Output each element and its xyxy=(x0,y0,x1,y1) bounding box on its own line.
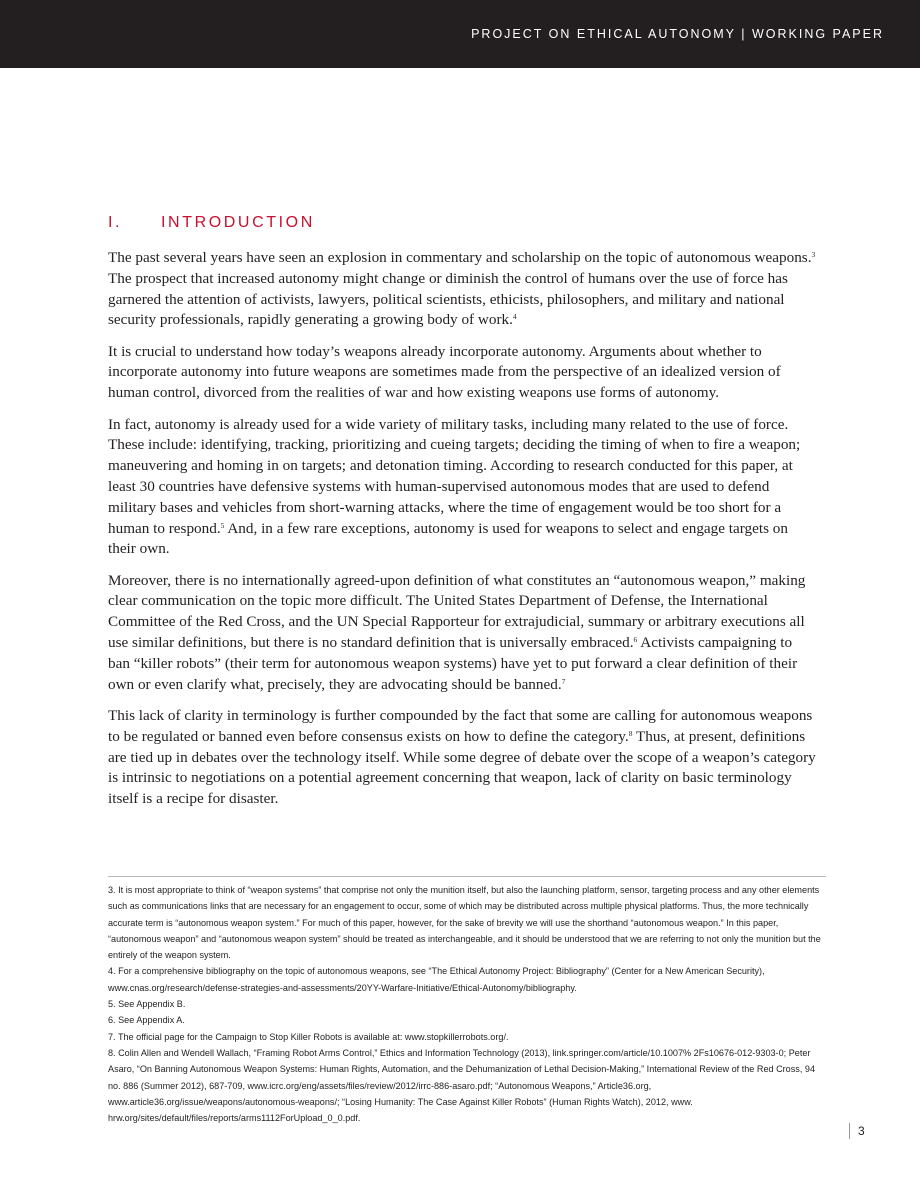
body-text xyxy=(108,248,816,820)
paragraph xyxy=(108,248,816,331)
paragraph xyxy=(108,342,816,404)
paragraph-text: This lack of clarity in terminology is further compounded by the fact that some are calling for autonomous weapons to be regulated or banned even before consensus exists on how to define the category. xyxy=(108,706,813,745)
paragraph-text: It is crucial to understand how today’s weapons already incorporate autonomy. Arguments about whether to incorporate autonomy into future weapons are sometimes made from the perspective of an idealized version of human control, divorced from the realities of war and how existing weapons use forms of autonomy. xyxy=(108,342,781,402)
footnote-ref: 4 xyxy=(512,312,517,322)
page-number: 3 xyxy=(858,1123,865,1138)
footnote-ref: 3 xyxy=(811,250,816,259)
footnote: 7. The official page for the Campaign to Stop Killer Robots is available at: www.stopkillerrobots.org/. xyxy=(108,1031,509,1042)
running-header-bar xyxy=(0,0,920,68)
page-number-divider xyxy=(849,1123,850,1139)
section-title: INTRODUCTION xyxy=(161,214,315,231)
page-number-block xyxy=(849,1122,865,1139)
paragraph-text: The past several years have seen an explosion in commentary and scholarship on the topic of autonomous weapons. xyxy=(108,249,812,266)
paragraph-text: Activists campaigning to ban “killer robots” (their term for autonomous weapon systems) have yet to put forward a clear definition of their own or even clarify what, precisely, they are advocating should be banned. xyxy=(108,634,798,693)
paragraph-text: The prospect that increased autonomy might change or diminish the control of humans over the use of force has garnered the attention of activists, lawyers, political scientists, ethicists, philosophers, and military and national security professionals, rapidly generating a growing body of work. xyxy=(108,269,788,329)
footnotes xyxy=(108,882,824,1126)
paragraph-text: And, in a few rare exceptions, autonomy is used for weapons to select and engage targets on their own. xyxy=(108,519,788,558)
section-number: I. xyxy=(108,214,123,231)
footnote: 4. For a comprehensive bibliography on the topic of autonomous weapons, see “The Ethical Autonomy Project: Bibliography” (Center for a New American Security), www.cnas.org/research/defense-strategies-and-assessments/20YY-Warfare-Initiative/Ethical-Autonomy/bibliography. xyxy=(108,966,765,993)
paragraph-text: Moreover, there is no internationally agreed-upon definition of what constitutes an “autonomous weapon,” making clear communication on the topic more difficult. The United States Department of Defense, the International Committee of the Red Cross, and the UN Special Rapporteur for extrajudicial, summary or arbitrary executions all use similar definitions, but there is no standard definition that is universally embraced. xyxy=(108,571,806,652)
footnote-ref: 6 xyxy=(633,635,638,645)
footnote: 6. See Appendix A. xyxy=(108,1015,185,1026)
footnote-divider xyxy=(108,876,826,877)
paragraph xyxy=(108,706,816,810)
footnote: 8. Colin Allen and Wendell Wallach, “Framing Robot Arms Control,” Ethics and Information Technology (2013), link.springer.com/article/10.1007% 2Fs10676-012-9303-0; Peter Asaro, “On Banning Autonomous Weapon Systems: Human Rights, Automation, and the Dehumanization of Lethal Decision-Making,” International Review of the Red Cross, 94 no. 886 (Summer 2012), 687-709, www.icrc.org/eng/assets/files/review/2012/irrc-886-asaro.pdf; “Autonomous Weapons,” Article36.org, www.article36.org/issue/weapons/autonomous-weapons/; “Losing Humanity: The Case Against Killer Robots” (Human Rights Watch), 2012, www. hrw.org/sites/default/files/reports/arms1112ForUpload_0_0.pdf. xyxy=(108,1047,815,1124)
paragraph-text: In fact, autonomy is already used for a wide variety of military tasks, including many related to the use of force. These include: identifying, tracking, prioritizing and cueing targets; deciding the timing of when to fire a weapon; maneuvering and homing in on targets; and detonation timing. According to research conducted for this paper, at least 30 countries have defensive systems with human-supervised autonomous modes that are used to defend military bases and vehicles from short-warning attacks, where the time of engagement would be too short for a human to respond. xyxy=(108,415,801,537)
footnote: 3. It is most appropriate to think of “weapon systems” that comprise not only the munition itself, but also the launching platform, sensor, targeting process and any other elements such as communications links that are necessary for an engagement to occur, some of which may be distributed across multiple physical platforms. Thus, the more technically accurate term is “autonomous weapon system.” For much of this paper, however, for the sake of brevity we will use the shorthand “autonomous weapon.” In this paper, “autonomous weapon” and “autonomous weapon system” should be treated as interchangeable, and it should be understood that we are referring to not only the munition but the entirely of the weapon system. xyxy=(108,885,821,961)
footnote: 5. See Appendix B. xyxy=(108,999,186,1010)
footnote-ref: 5 xyxy=(220,520,225,530)
paragraph-text: Thus, at present, definitions are tied up in debates over the technology itself. While some degree of debate over the scope of a weapon’s category is intrinsic to negotiations on a potential agreement concerning that weapon, lack of clarity on basic terminology itself is a recipe for disaster. xyxy=(108,727,816,808)
paragraph xyxy=(108,415,816,561)
footnote-ref: 8 xyxy=(628,728,633,738)
running-header-title: PROJECT ON ETHICAL AUTONOMY | WORKING PAPER xyxy=(471,27,884,41)
paragraph xyxy=(108,571,816,696)
footnote-ref: 7 xyxy=(561,676,566,686)
section-heading xyxy=(108,214,315,232)
